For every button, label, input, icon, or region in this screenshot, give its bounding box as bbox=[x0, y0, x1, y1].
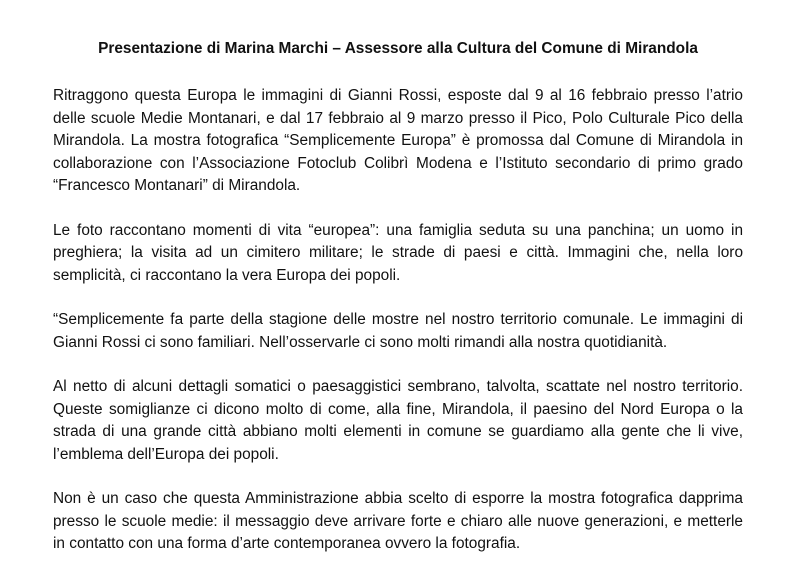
paragraph-3: “Semplicemente fa parte della stagione delle mostre nel nostro territorio comunale. Le immagini di Gianni Rossi ci sono familiari. Nell’osservarle ci sono molti rimandi alla nostra quotidianità. bbox=[53, 311, 743, 351]
document-body bbox=[53, 85, 743, 556]
document-title: Presentazione di Marina Marchi – Assessore alla Cultura del Comune di Mirandola bbox=[98, 40, 698, 57]
paragraph-2: Le foto raccontano momenti di vita “europea”: una famiglia seduta su una panchina; un uomo in preghiera; la visita ad un cimitero militare; le strade di paesi e città. Immagini che, nella loro semplicità, ci raccontano la vera Europa dei popoli. bbox=[53, 221, 743, 284]
paragraph-4: Al netto di alcuni dettagli somatici o paesaggistici sembrano, talvolta, scattate nel nostro territorio. Queste somiglianze ci dicono molto di come, alla fine, Mirandola, il paesino del Nord Europa o la strada di una grande città abbiano molti elementi in comune se guardiamo alla gente che li vive, l’emblema dell’Europa dei popoli. bbox=[53, 378, 743, 463]
paragraph-1: Ritraggono questa Europa le immagini di Gianni Rossi, esposte dal 9 al 16 febbraio presso l’atrio delle scuole Medie Montanari, e dal 17 febbraio al 9 marzo presso il Pico, Polo Culturale Pico della Mirandola. La mostra fotografica “Semplicemente Europa” è promossa dal Comune di Mirandola in collaborazione con l’Associazione Fotoclub Colibrì Modena e l’Istituto secondario di primo grado “Francesco Montanari” di Mirandola. bbox=[53, 87, 743, 194]
paragraph-5: Non è un caso che questa Amministrazione abbia scelto di esporre la mostra fotografica dapprima presso le scuole medie: il messaggio deve arrivare forte e chiaro alle nuove generazioni, e metterle in contatto con una forma d’arte contemporanea ovvero la fotografia. bbox=[53, 490, 743, 552]
